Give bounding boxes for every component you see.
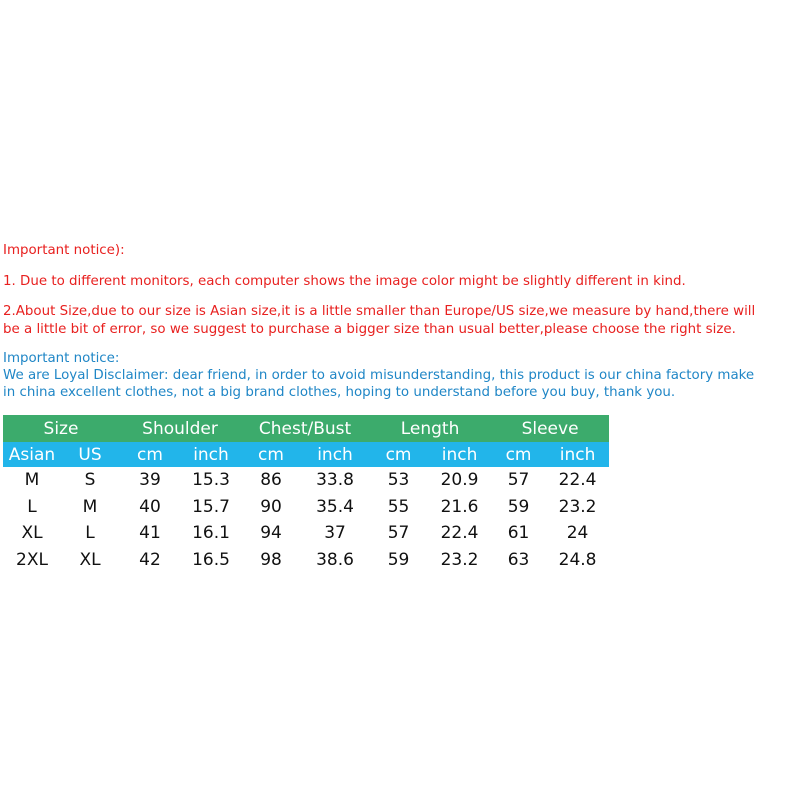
table-cell: 57	[387, 523, 410, 544]
sub-header-chest-inch: inch	[301, 442, 369, 467]
table-cell: 59	[387, 549, 410, 570]
table-cell: XL	[21, 523, 43, 544]
table-cell: 86	[260, 470, 282, 491]
table-cell: 90	[260, 496, 282, 517]
table-cell: 57	[507, 470, 530, 491]
disclaimer-line-2: in china excellent clothes, not a big brand clothes, hoping to understand before you buy, thank you.	[3, 385, 676, 400]
group-header-shoulder: Shoulder	[119, 415, 241, 442]
table-cell: 40	[139, 496, 161, 517]
table-cell: 23.2	[558, 496, 597, 517]
table-cell: 33.8	[316, 470, 354, 491]
table-cell: 22.4	[440, 523, 479, 544]
table-cell: L	[85, 523, 95, 544]
table-cell: 94	[260, 523, 282, 544]
table-cell: 35.4	[316, 496, 354, 517]
notice-title-red: Important notice):	[3, 243, 125, 258]
table-cell: S	[84, 470, 96, 491]
table-cell: M	[82, 496, 98, 517]
table-cell: 55	[387, 496, 410, 517]
sub-header-length-cm: cm	[369, 442, 428, 467]
table-cell: 23.2	[440, 549, 479, 570]
sub-header-sleeve-cm: cm	[491, 442, 546, 467]
group-header-row	[3, 415, 609, 442]
sub-header-chest-cm: cm	[241, 442, 301, 467]
table-cell: 16.1	[192, 523, 230, 544]
table-cell: 15.3	[192, 470, 230, 491]
group-header-sleeve: Sleeve	[491, 415, 609, 442]
group-header-chest: Chest/Bust	[241, 415, 369, 442]
sub-header-sleeve-inch: inch	[546, 442, 609, 467]
sub-header-length-inch: inch	[428, 442, 491, 467]
sub-header-shoulder-cm: cm	[119, 442, 181, 467]
table-cell: 42	[139, 549, 161, 570]
notice-item-2-line-2: be a little bit of error, so we suggest to purchase a bigger size than usual better,please choose the right size.	[3, 322, 736, 337]
sub-header-shoulder-inch: inch	[181, 442, 241, 467]
size-chart-table	[3, 415, 609, 573]
table-cell: 53	[387, 470, 410, 491]
notice-title-blue: Important notice:	[3, 351, 120, 366]
table-cell: 39	[139, 470, 161, 491]
sub-header-us: US	[61, 442, 119, 467]
table-cell: XL	[79, 549, 101, 570]
table-row	[3, 467, 609, 494]
table-cell: 63	[507, 549, 530, 570]
table-cell: 20.9	[440, 470, 479, 491]
table-cell: 61	[507, 523, 530, 544]
table-cell: 24.8	[558, 549, 597, 570]
table-cell: 16.5	[192, 549, 230, 570]
sub-header-asian: Asian	[3, 442, 61, 467]
table-row	[3, 494, 609, 521]
group-header-length: Length	[369, 415, 491, 442]
table-row	[3, 520, 609, 547]
table-cell: 38.6	[316, 549, 354, 570]
disclaimer-line-1: We are Loyal Disclaimer: dear friend, in order to avoid misunderstanding, this product is our china factory make	[3, 368, 755, 383]
table-cell: 22.4	[558, 470, 597, 491]
table-cell: M	[24, 470, 40, 491]
group-header-size: Size	[3, 415, 119, 442]
table-cell: L	[27, 496, 37, 517]
notice-item-1: 1. Due to different monitors, each computer shows the image color might be slightly different in kind.	[3, 274, 686, 289]
table-row	[3, 547, 609, 574]
notice-item-2-line-1: 2.About Size,due to our size is Asian size,it is a little smaller than Europe/US size,we measure by hand,there will	[3, 304, 756, 319]
sub-header-row	[3, 442, 609, 467]
table-cell: 2XL	[16, 549, 48, 570]
table-cell: 98	[260, 549, 282, 570]
table-cell: 21.6	[440, 496, 479, 517]
table-cell: 37	[324, 523, 346, 544]
table-cell: 15.7	[192, 496, 230, 517]
table-cell: 41	[139, 523, 161, 544]
table-cell: 59	[507, 496, 530, 517]
table-cell: 24	[566, 523, 589, 544]
